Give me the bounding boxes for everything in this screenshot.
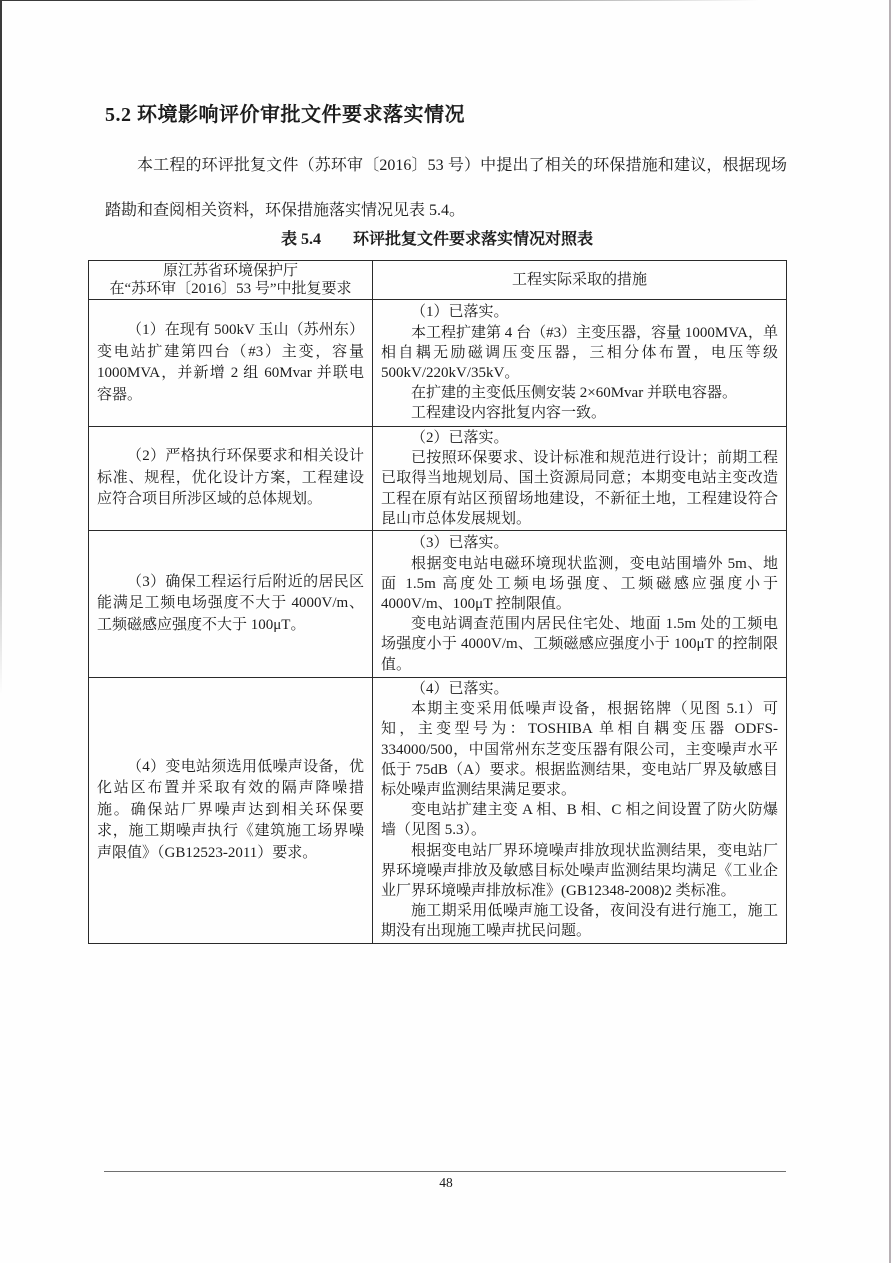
scan-edge-right [889, 0, 891, 1263]
compliance-table [88, 260, 787, 944]
measure-paragraph: （1）已落实。 [411, 304, 509, 321]
table-row [89, 427, 787, 531]
table-row [89, 531, 787, 678]
requirement-cell [89, 427, 373, 531]
measure-paragraph: 变电站调查范围内居民住宅处、地面 1.5m 处的工频电场强度小于 4000V/m、工频磁感应强度小于 100μT 的控制限值。 [381, 616, 778, 673]
measure-paragraph: （4）已落实。 [411, 681, 509, 698]
measure-paragraph: 根据变电站电磁环境现状监测，变电站围墙外 5m、地面 1.5m 高度处工频电场强度、工频磁感应强度小于 4000V/m、100μT 控制限值。 [381, 555, 778, 612]
measure-paragraph: 工程建设内容批复内容一致。 [411, 405, 607, 422]
measures-cell [373, 531, 787, 678]
measures-cell [373, 427, 787, 531]
table-caption-title: 环评批复文件要求落实情况对照表 [353, 231, 594, 248]
measure-paragraph: 本工程扩建第 4 台（#3）主变压器，容量 1000MVA，单相自耦无励磁调压变压器，三相分体布置，电压等级 500kV/220kV/35kV。 [381, 324, 778, 381]
requirement-text: （4）变电站须选用低噪声设备，优化站区布置并采取有效的隔声降噪措施。确保站厂界噪声达到相关环保要求，施工期噪声执行《建筑施工场界噪声限值》（GB12523-2011）要求。 [97, 758, 364, 861]
header-measures-column: 工程实际采取的措施 [373, 261, 787, 300]
measure-paragraph: 施工期采用低噪声施工设备，夜间没有进行施工，施工期没有出现施工噪声扰民问题。 [381, 903, 778, 940]
measure-paragraph: 在扩建的主变低压侧安装 2×60Mvar 并联电容器。 [411, 385, 737, 402]
measure-paragraph: （2）已落实。 [411, 430, 509, 446]
section-heading: 5.2 环境影响评价审批文件要求落实情况 [105, 104, 465, 126]
page-number: 48 [439, 1175, 453, 1190]
requirement-text: （3）确保工程运行后附近的居民区能满足工频电场强度不大于 4000V/m、工频磁感应强度不大于 100μT。 [97, 573, 364, 633]
requirement-text: （1）在现有 500kV 玉山（苏州东）变电站扩建第四台（#3）主变，容量 1000MVA，并新增 2 组 60Mvar 并联电容器。 [97, 322, 364, 403]
header-requirement-line2: 在“苏环审〔2016〕53 号”中批复要求 [109, 281, 352, 297]
measure-paragraph: 变电站扩建主变 A 相、B 相、C 相之间设置了防火防爆墙（见图 5.3）。 [381, 802, 778, 839]
table-row [89, 678, 787, 944]
requirement-cell [89, 678, 373, 944]
header-requirement-line1: 原江苏省环境保护厅 [162, 263, 298, 279]
scan-edge-left [0, 0, 2, 1263]
measures-cell [373, 300, 787, 427]
table-caption [88, 226, 786, 249]
measure-paragraph: （3）已落实。 [411, 535, 509, 552]
requirement-cell [89, 531, 373, 678]
measures-cell [373, 678, 787, 944]
measure-paragraph: 已按照环保要求、设计标准和规范进行设计；前期工程已取得当地规划局、国土资源局同意；本期变电站主变改造工程在原有站区预留场地建设，不新征土地，工程建设符合昆山市总体发展规划。 [381, 450, 778, 527]
requirement-cell [89, 300, 373, 427]
intro-paragraph: 本工程的环评批复文件（苏环审〔2016〕53 号）中提出了相关的环保措施和建议，根据现场踏勘和查阅相关资料，环保措施落实情况见表 5.4。 [105, 157, 787, 219]
footer-rule [104, 1171, 786, 1172]
table-row [89, 300, 787, 427]
table-caption-label: 表 5.4 [280, 231, 321, 248]
requirement-text: （2）严格执行环保要求和相关设计标准、规程，优化设计方案，工程建设应符合项目所涉区域的总体规划。 [97, 448, 364, 508]
measure-paragraph: 本期主变采用低噪声设备，根据铭牌（见图 5.1）可知，主变型号为：TOSHIBA 单相自耦变压器 ODFS-334000/500，中国常州东芝变压器有限公司，主变噪声水平低于 75dB（A）要求。根据监测结果，变电站厂界及敏感目标处噪声监测结果满足要求。 [381, 701, 778, 799]
table-header-row [89, 261, 787, 300]
scan-edge-top [0, 0, 893, 1]
header-requirement-column [89, 261, 373, 300]
measure-paragraph: 根据变电站厂界环境噪声排放现状监测结果，变电站厂界环境噪声排放及敏感目标处噪声监测结果均满足《工业企业厂界环境噪声排放标准》(GB12348-2008)2 类标准。 [381, 842, 778, 900]
